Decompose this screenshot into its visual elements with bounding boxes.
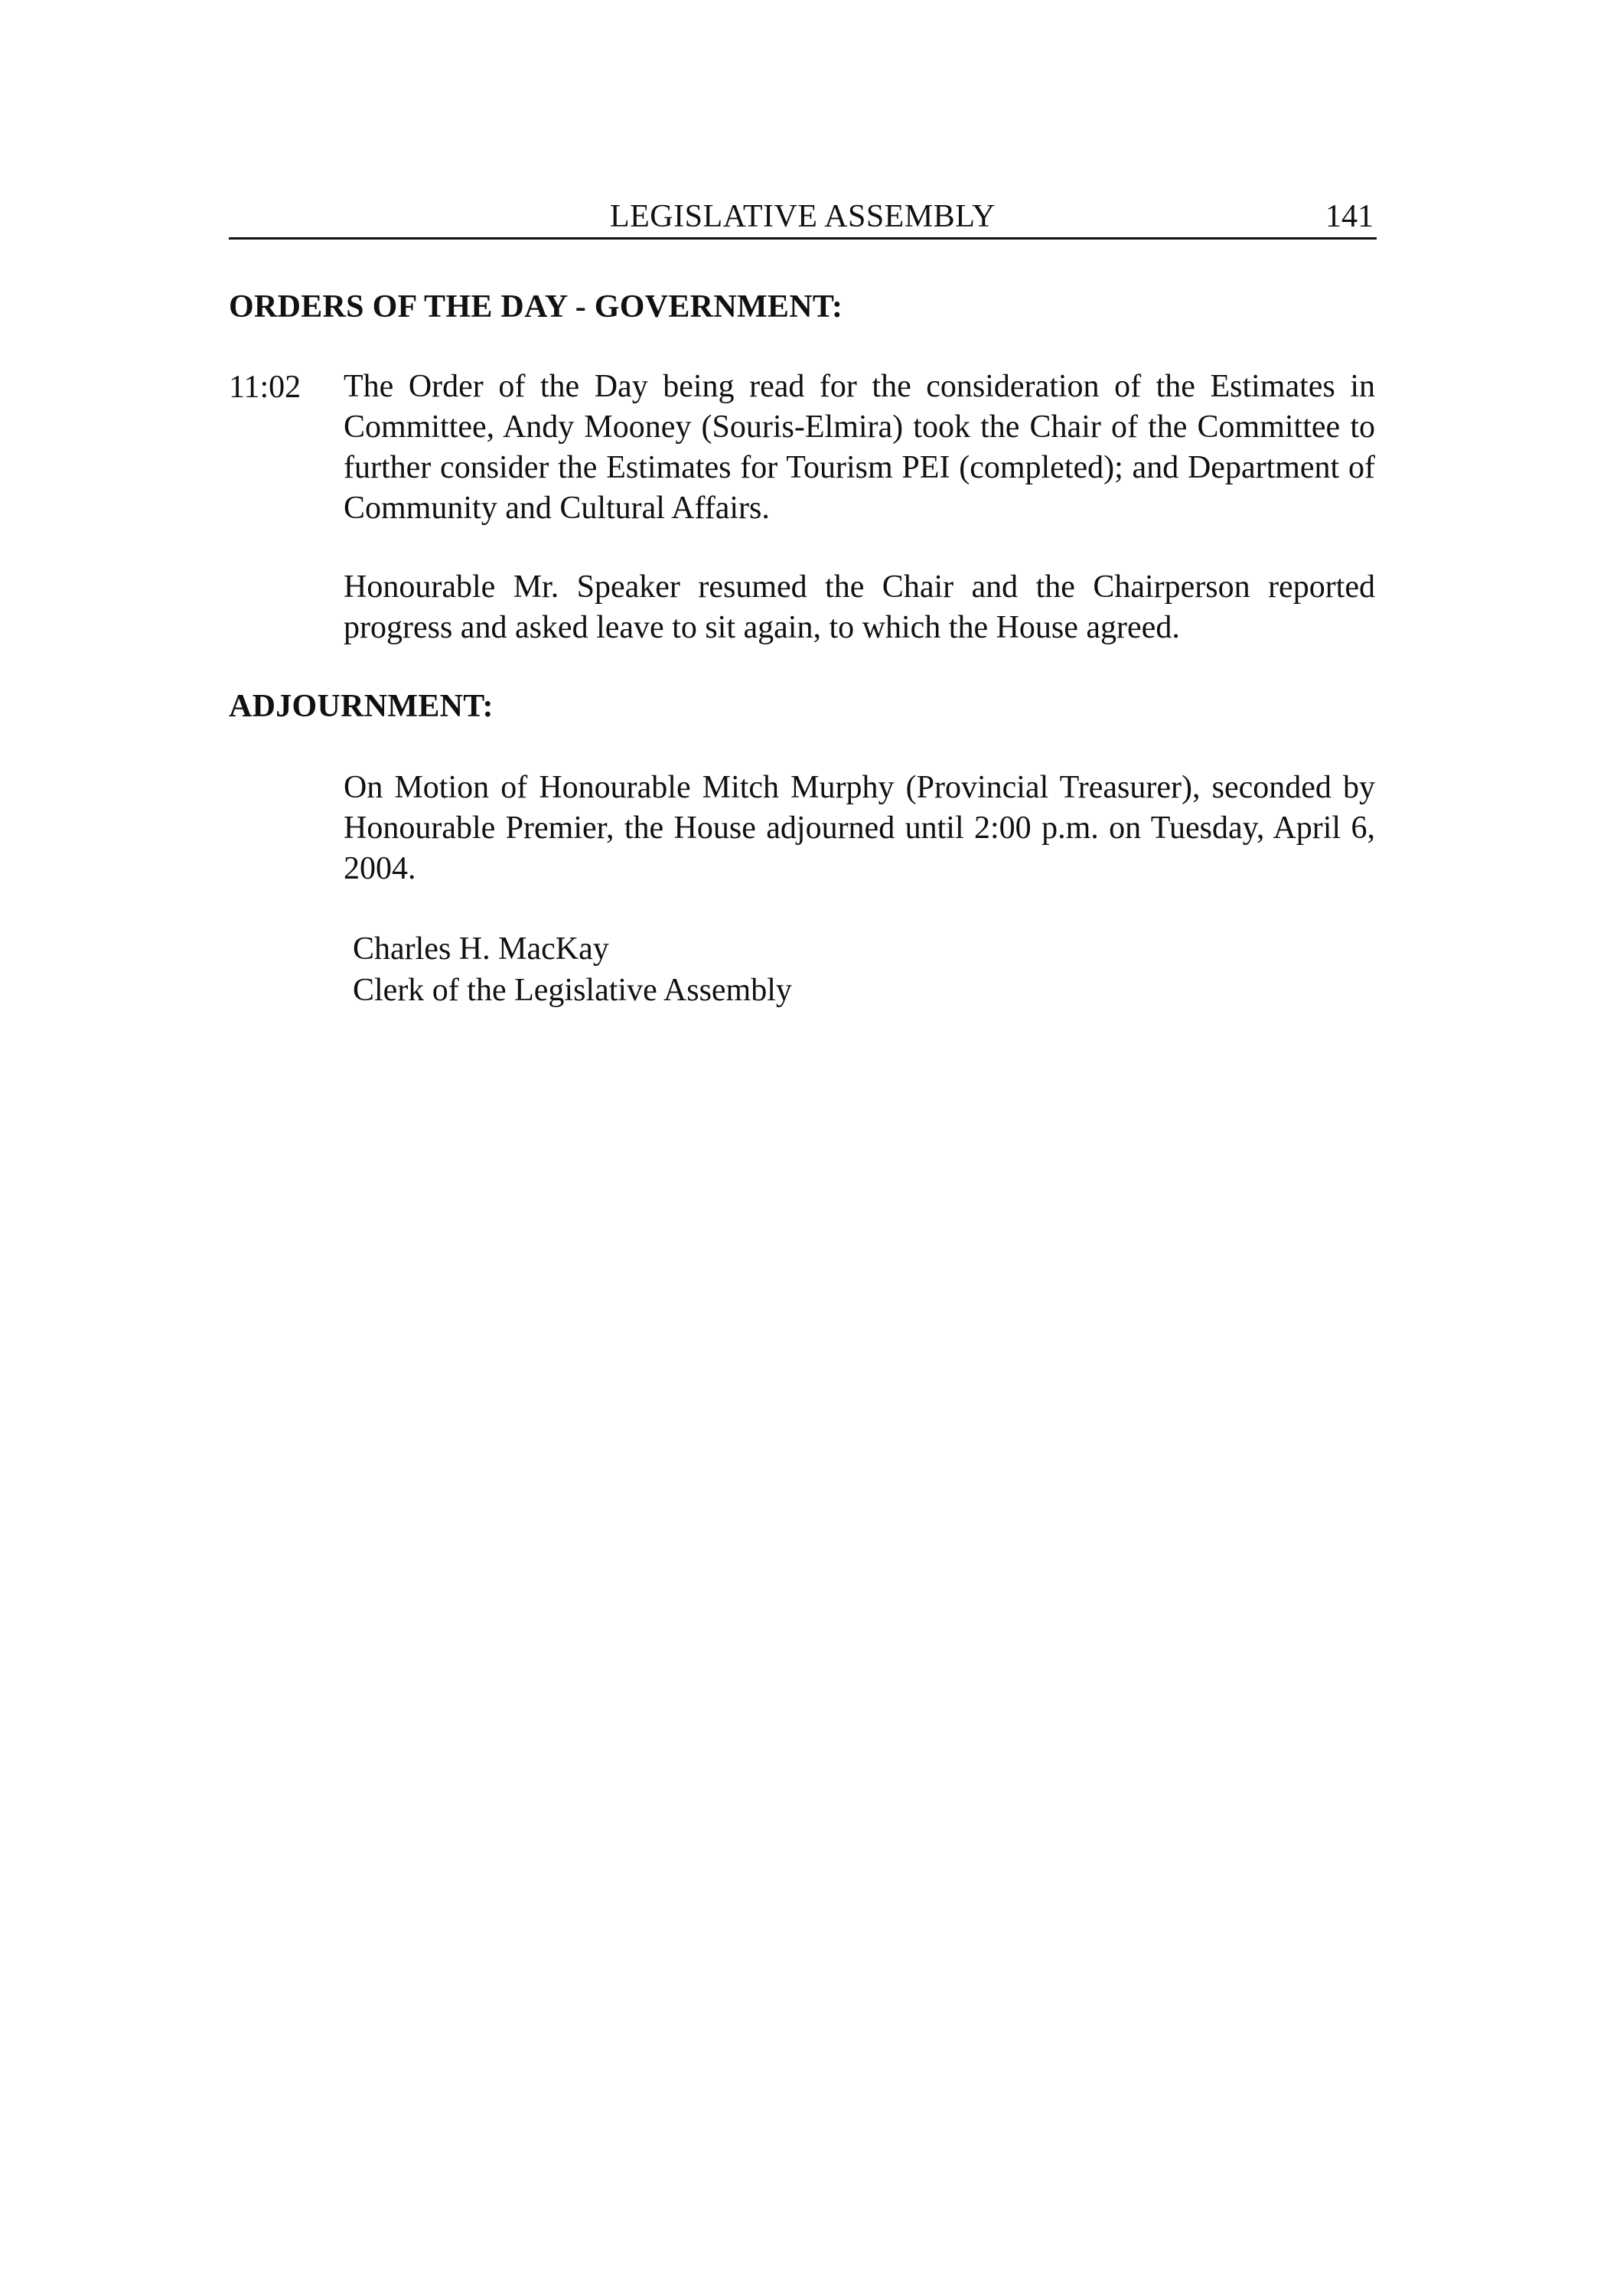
adjournment-paragraph: On Motion of Honourable Mitch Murphy (Provincial Treasurer), seconded by Honourable Premier, the House adjourned until 2:00 p.m. on Tuesday, April 6, 2004. bbox=[344, 770, 1375, 886]
clerk-title: Clerk of the Legislative Assembly bbox=[353, 973, 792, 1008]
running-header bbox=[229, 196, 1377, 240]
clerk-name: Charles H. MacKay bbox=[353, 931, 609, 967]
orders-of-the-day-heading: ORDERS OF THE DAY - GOVERNMENT: bbox=[229, 289, 843, 325]
speaker-paragraph: Honourable Mr. Speaker resumed the Chair and the Chairperson reported progress and asked leave to sit again, to which the House agreed. bbox=[344, 569, 1375, 645]
adjournment-heading: ADJOURNMENT: bbox=[229, 689, 494, 724]
signature-block bbox=[353, 928, 792, 1011]
orders-paragraph: The Order of the Day being read for the consideration of the Estimates in Committee, Andy Mooney (Souris-Elmira) took the Chair of the Committee to further consider the Estimates for Tourism PEI (completed); and Department of Community and Cultural Affairs. bbox=[344, 369, 1375, 526]
page-number: 141 bbox=[1325, 199, 1374, 234]
entry-time: 11:02 bbox=[229, 370, 302, 405]
running-title: LEGISLATIVE ASSEMBLY bbox=[610, 199, 996, 234]
